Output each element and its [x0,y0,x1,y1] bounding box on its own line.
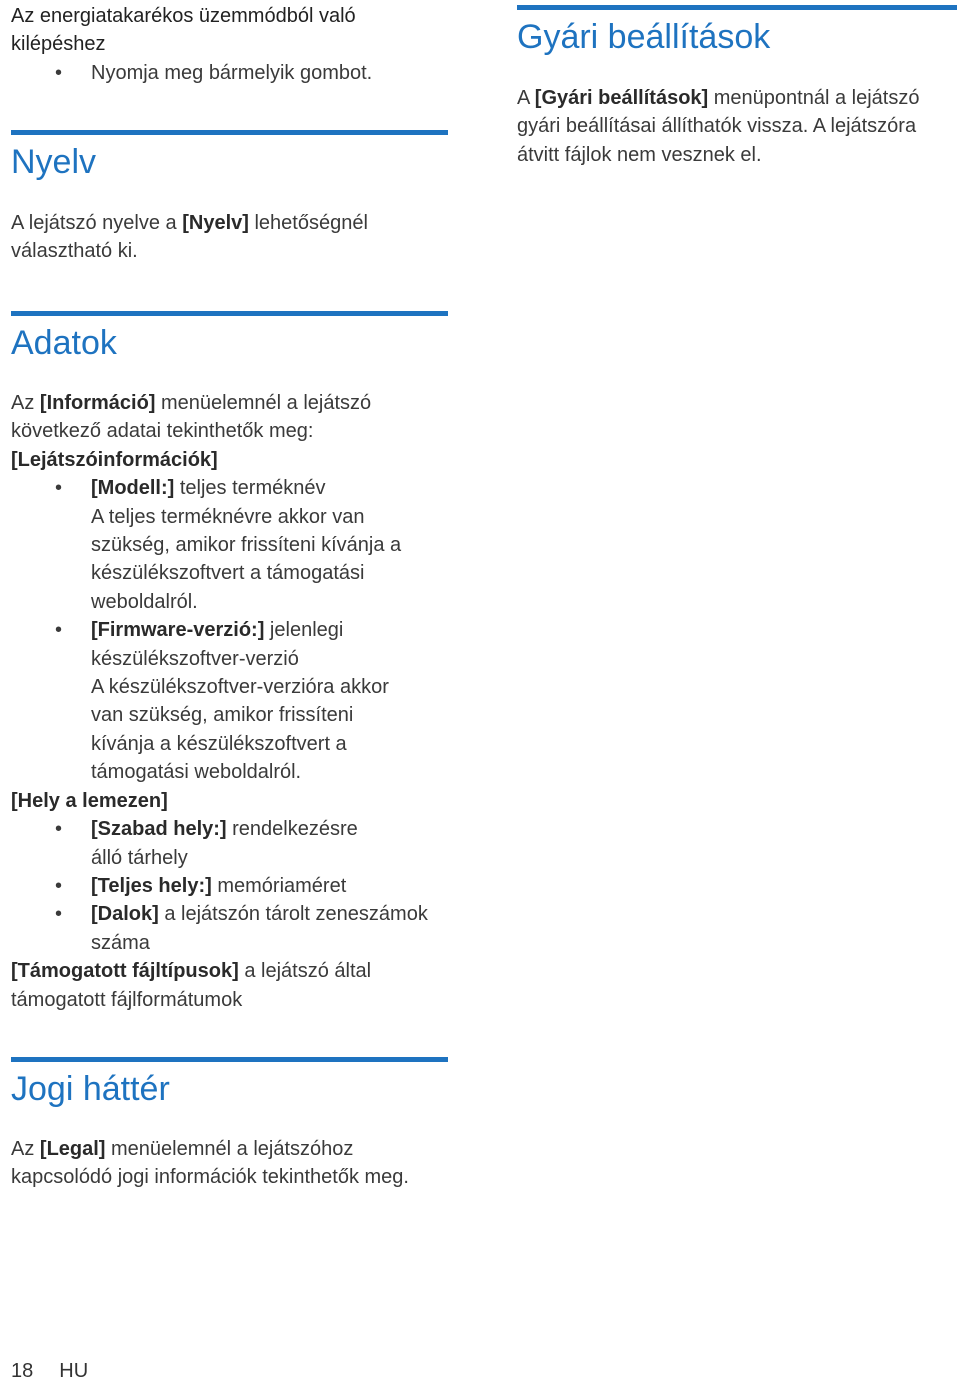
bullet-icon: • [55,818,63,841]
supported-filetypes: [Támogatott fájltípusok] a lejátszó által támogatott fájlformátumok [11,960,372,1011]
nyelv-paragraph: A lejátszó nyelve a [Nyelv] lehetőségnél választható ki. [11,212,368,263]
group-heading-disk-space: [Hely a lemezen] [11,789,168,812]
section-title-gyari: Gyári beállítások [517,18,771,56]
section-title-adatok: Adatok [11,324,117,362]
section-rule [517,5,957,10]
language-code: HU [59,1360,89,1382]
page-footer [11,1360,114,1383]
section-title-nyelv: Nyelv [11,143,97,181]
gyari-paragraph: A [Gyári beállítások] menüpontnál a lejátszó gyári beállításai állíthatók vissza. A lejátszóra átvitt fájlok nem vesznek el. [517,87,920,166]
exit-heading: Az energiatakarékos üzemmódból való kilépéshez [11,5,356,56]
list-item: • [Firmware-verzió:] jelenlegi készülékszoftver-verzió A készülékszoftver-verzióra akkor van szükség, amikor frissíteni kívánja a készülékszoftvert a támogatási weboldalról. [11,616,421,786]
list-item: • [Szabad hely:] rendelkezésre álló tárhely [11,815,391,872]
list-item: • [Dalok] a lejátszón tárolt zeneszámok száma [11,900,451,957]
section-rule [11,130,448,135]
adatok-intro: Az [Információ] menüelemnél a lejátszó következő adatai tekinthetők meg: [11,392,372,443]
group-heading-player-info: [Lejátszóinformációk] [11,448,218,471]
player-info-list [11,474,421,786]
exit-list [11,59,391,87]
list-item: • [Teljes hely:] memóriaméret [11,872,451,900]
bullet-icon: • [55,903,63,926]
list-item: • [Modell:] teljes terméknév A teljes terméknévre akkor van szükség, amikor frissíteni kívánja a készülékszoftvert a támogatási weboldalról. [11,474,421,616]
adatok-body [11,389,451,1014]
jogi-paragraph: Az [Legal] menüelemnél a lejátszóhoz kapcsolódó jogi információk tekinthetők meg. [11,1138,409,1189]
bullet-icon: • [55,619,63,642]
section-rule [11,1057,448,1062]
disk-space-list [11,815,451,957]
section-title-jogi: Jogi háttér [11,1070,170,1108]
section-rule [11,311,448,316]
list-item: • Nyomja meg bármelyik gombot. [11,59,391,87]
exit-section [11,2,391,87]
bullet-icon: • [55,61,63,84]
bullet-icon: • [55,874,63,897]
bullet-icon: • [55,477,63,500]
page-number: 18 [11,1360,34,1382]
